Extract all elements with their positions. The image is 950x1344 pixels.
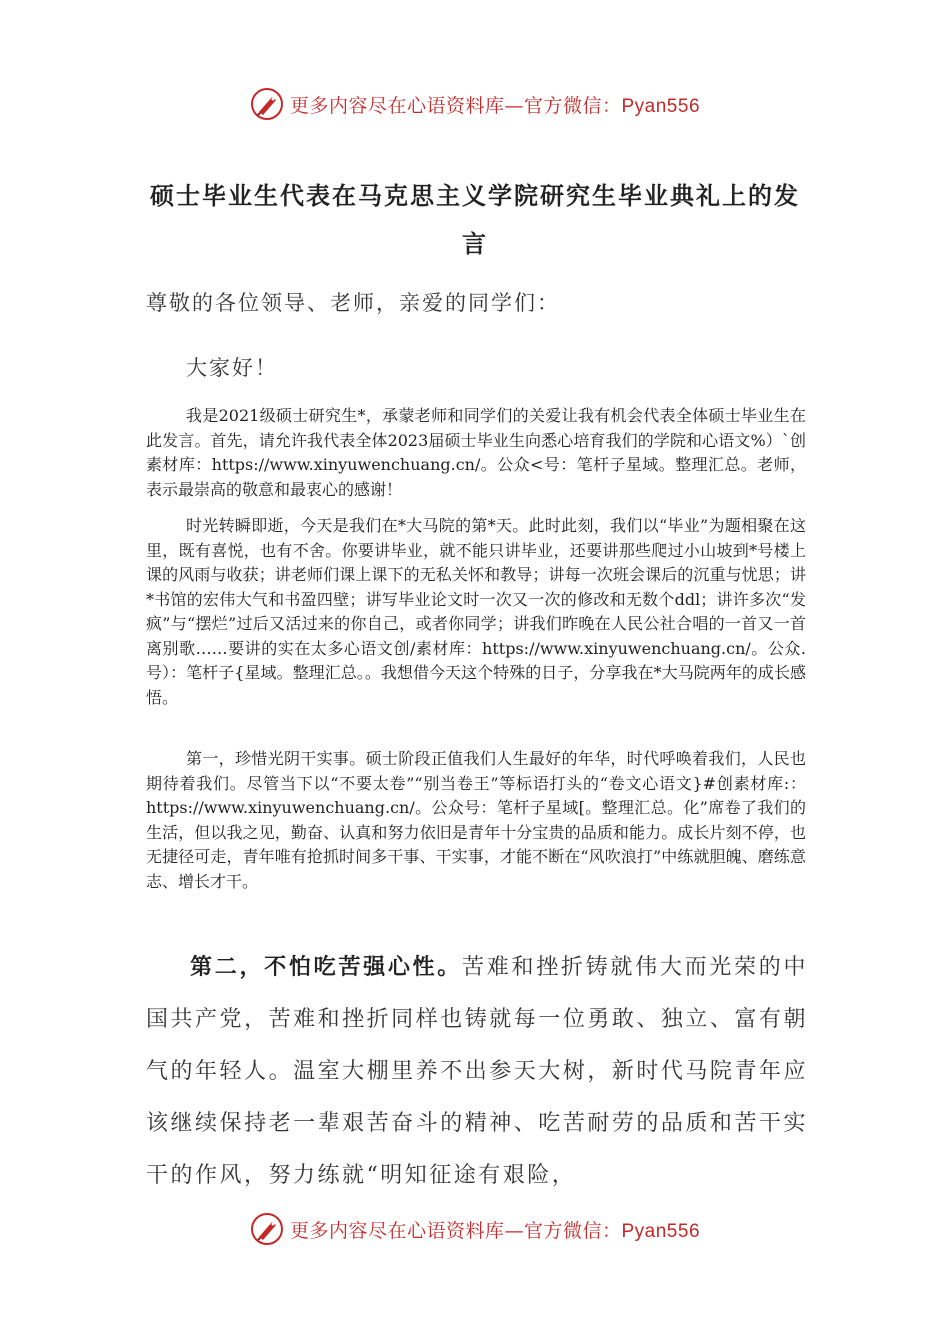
banner-text: 更多内容尽在心语资料库—官方微信：Pyan556 xyxy=(289,94,701,117)
paragraph-1: 我是2021级硕士研究生*，承蒙老师和同学们的关爱让我有机会代表全体硕士毕业生在此发言。首先，请允许我代表全体2023届硕士毕业生向悉心培育我们的学院和心语文%）`创素材库：https://www.xinyuwenchuang.cn/。公众<号：笔杆子星域。整理汇总。老师，表示最崇高的敬意和最衷心的感谢！ xyxy=(146,406,806,499)
paragraph-3: 第一，珍惜光阴干实事。硕士阶段正值我们人生最好的年华，时代呼唤着我们，人民也期待着我们。尽管当下以“不要太卷”“别当卷王”等标语打头的“卷文心语文}#创素材库:：https://www.xinyuwenchuang.cn/。公众号：笔杆子星域[。整理汇总。化”席卷了我们的生活，但以我之见，勤奋、认真和努力依旧是青年十分宝贵的品质和能力。成长片刻不停，也无捷径可走，青年唯有抢抓时间多干事、干实事，才能不断在“风吹浪打”中练就胆魄、磨练意志、增长才干。 xyxy=(146,749,806,891)
paragraph-2: 时光转瞬即逝，今天是我们在*大马院的第*天。此时此刻，我们以“毕业”为题相聚在这里，既有喜悦，也有不舍。你要讲毕业，就不能只讲毕业，还要讲那些爬过小山坡到*号楼上课的风雨与收获；讲老师们课上课下的无私关怀和教导；讲每一次班会课后的沉重与忧思；讲*书馆的宏伟大气和书盈四壁；讲写毕业论文时一次又一次的修改和无数个ddl；讲许多次“发疯”与“摆烂”过后又活过来的你自己，或者你同学；讲我们昨晚在人民公社合唱的一首又一首离别歌……要讲的实在太多心语文创/素材库：https://www.xinyuwenchuang.cn/。公众.号）：笔杆子{星域。整理汇总。。我想借今天这个特殊的日子，分享我在*大马院两年的成长感悟。 xyxy=(146,516,806,707)
header-banner xyxy=(0,84,950,124)
greeting: 大家好！ xyxy=(186,356,278,380)
pen-logo-icon xyxy=(250,1212,284,1246)
paragraph-4 xyxy=(146,941,808,1202)
footer-banner xyxy=(0,1209,950,1249)
paragraph-4-body: 苦难和挫折铸就伟大而光荣的中国共产党，苦难和挫折同样也铸就每一位勇敢、独立、富有朝气的年轻人。温室大棚里养不出参天大树，新时代马院青年应该继续保持老一辈艰苦奋斗的精神、吃苦耐劳的品质和苦干实干的作风，努力练就“明知征途有艰险， xyxy=(146,955,808,1188)
paragraph-4-heading: 第二，不怕吃苦强心性。 xyxy=(190,954,463,980)
banner-text: 更多内容尽在心语资料库—官方微信：Pyan556 xyxy=(289,1219,701,1242)
salutation: 尊敬的各位领导、老师，亲爱的同学们： xyxy=(146,291,560,315)
pen-logo-icon xyxy=(250,87,284,121)
page-title: 硕士毕业生代表在马克思主义学院研究生毕业典礼上的发言 xyxy=(150,181,800,258)
